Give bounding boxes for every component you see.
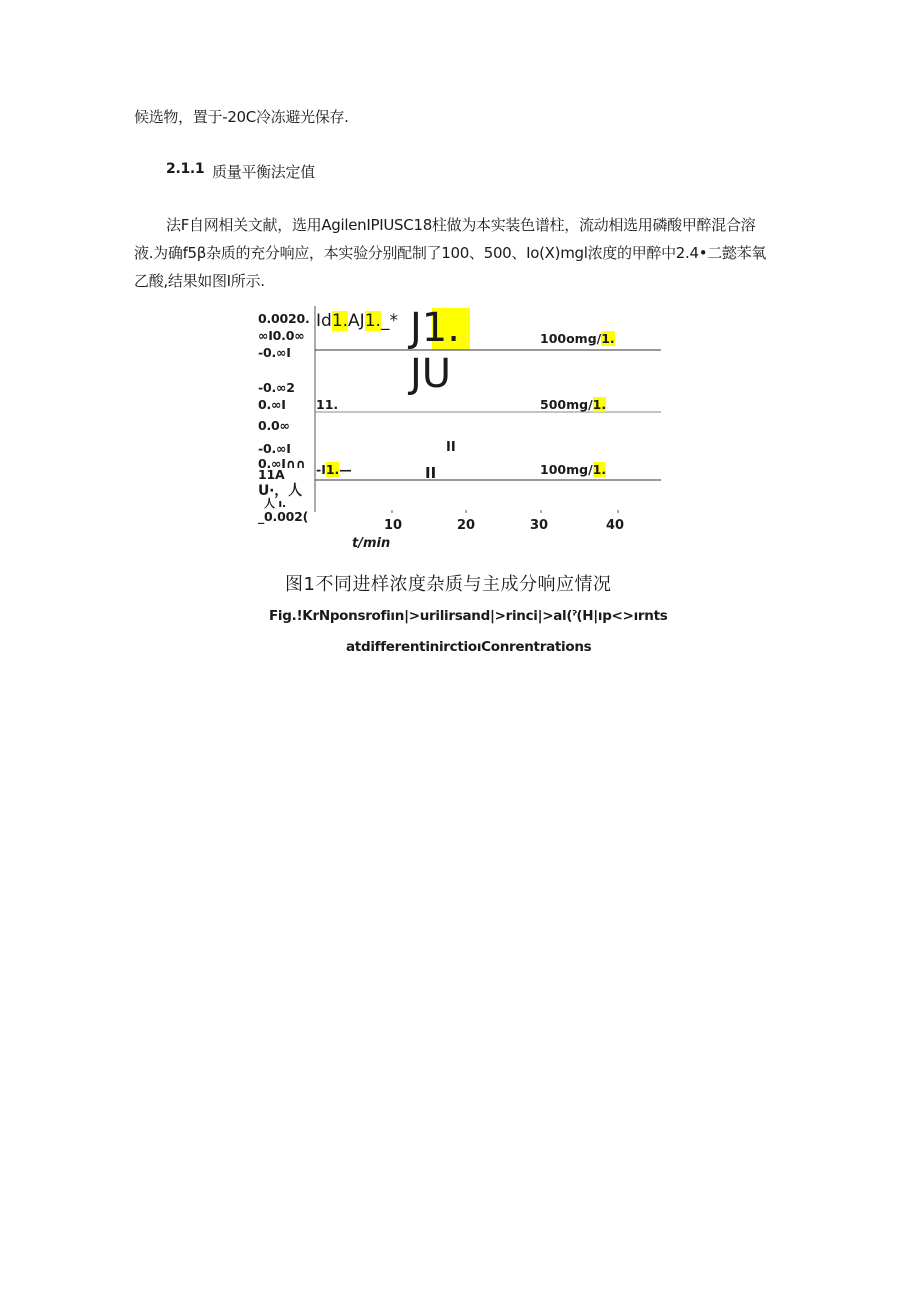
y-tick-label: -0.∞2 xyxy=(258,380,295,395)
y-tick-label: 0.∞I∩∩ xyxy=(258,456,306,471)
top-trace-annotation xyxy=(316,311,398,331)
y-tick-label: ∞I0.0∞ xyxy=(258,328,305,343)
annotation-highlight: 1. xyxy=(364,311,381,331)
x-tick-label: 30 xyxy=(530,518,549,533)
x-tick-label: 20 xyxy=(457,518,476,533)
y-tick-label: 0.0∞ xyxy=(258,418,290,433)
main-peak-glyph-top: J1. xyxy=(410,305,460,351)
y-tick-label: _0.002( xyxy=(258,509,309,524)
paragraph-line-2: 液.为确f5β杂质的充分响应，本实验分别配制了100、500、Io(X)mgl浓度的甲醉中2.4•二懿苯氧 xyxy=(134,244,767,262)
y-tick-label: -0.∞I xyxy=(258,441,291,456)
x-tick-label: 40 xyxy=(606,518,625,533)
trace-label-1: 100omg/1. xyxy=(540,331,615,346)
annotation-part: _* xyxy=(380,311,398,331)
main-peak-glyph-bottom: JU xyxy=(410,351,452,397)
y-tick-label: -0.∞I xyxy=(258,345,291,360)
trace-label-3: 100mg/1. xyxy=(540,462,607,477)
paragraph-line-1: 法F自网相关文献，选用AgilenIPIUSC18柱做为本实装色谱柱，流动相选用磷酸甲醉混合溶 xyxy=(166,216,756,234)
y-tick-label: 11A xyxy=(258,467,285,482)
y-tick-label: 0.∞I xyxy=(258,397,286,412)
x-axis-label: t/min xyxy=(352,536,391,551)
peak-mark: II xyxy=(446,440,456,455)
figure-caption-english-line-1: Fig.!KrNponsrofiın|>urilirsand|>rinci|>al(ˀ(H|ıp<>ırnts xyxy=(269,608,668,624)
trace-3-left-label: -I1.— xyxy=(316,462,352,477)
body-line-1: 候选物，置于-20C冷冻避光保存. xyxy=(134,108,349,126)
trace-label-2: 500mg/1. xyxy=(540,397,607,412)
paragraph-line-3: 乙酸,结果如图I所示. xyxy=(134,272,265,290)
section-number: 2.1.1 xyxy=(166,161,205,177)
trace-2-left-label: 11. xyxy=(316,397,339,412)
annotation-part: AJ xyxy=(348,311,365,331)
annotation-part: Id xyxy=(316,311,332,331)
annotation-highlight: 1. xyxy=(331,311,349,331)
x-tick-label: 10 xyxy=(384,518,403,533)
figure-caption-english-line-2: atdifferentinirctioıConrentrations xyxy=(346,639,592,655)
figure-caption-chinese: 图1不同进样浓度杂质与主成分响应情况 xyxy=(285,574,612,595)
y-tick-label: U·，人 xyxy=(258,483,302,499)
peak-mark: II xyxy=(425,464,437,482)
section-title: 质量平衡法定值 xyxy=(212,163,315,181)
chromatogram-plot xyxy=(300,300,680,540)
y-tick-label: 0.0020. xyxy=(258,311,310,326)
y-tick-label: 人 ı. xyxy=(264,497,286,510)
